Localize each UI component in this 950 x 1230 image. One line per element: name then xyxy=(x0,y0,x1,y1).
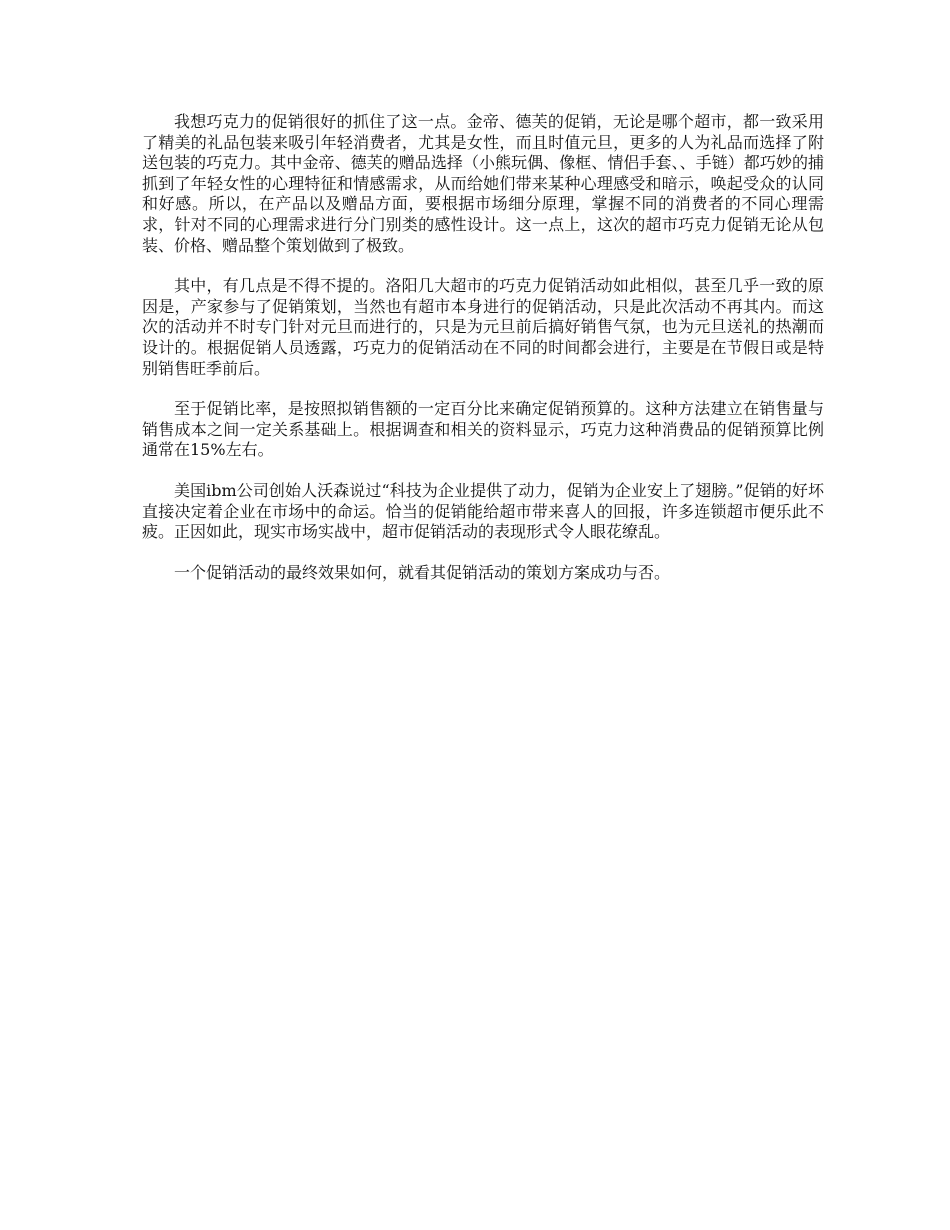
paragraph-3: 至于促销比率，是按照拟销售额的一定百分比来确定促销预算的。这种方法建立在销售量与销售成本之间一定关系基础上。根据调查和相关的资料显示，巧克力这种消费品的促销预算比例通常在15%左右。 xyxy=(142,399,824,460)
document-body xyxy=(142,112,824,603)
paragraph-5: 一个促销活动的最终效果如何，就看其促销活动的策划方案成功与否。 xyxy=(174,562,671,582)
paragraph-1: 我想巧克力的促销很好的抓住了这一点。金帝、德芙的促销，无论是哪个超市，都一致采用了精美的礼品包装来吸引年轻消费者，尤其是女性，而且时值元旦，更多的人为礼品而选择了附送包装的巧克力。其中金帝、德芙的赠品选择（小熊玩偶、像框、情侣手套、、手链）都巧妙的捕抓到了年轻女性的心理特征和情感需求，从而给她们带来某种心理感受和暗示，唤起受众的认同和好感。所以，在产品以及赠品方面，要根据市场细分原理，掌握不同的消费者的不同心理需求，针对不同的心理需求进行分门别类的感性设计。这一点上，这次的超市巧克力促销无论从包装、价格、赠品整个策划做到了极致。 xyxy=(142,112,824,255)
paragraph-4: 美国ibm公司创始人沃森说过“科技为企业提供了动力，促销为企业安上了翅膀。”促销的好坏直接决定着企业在市场中的命运。恰当的促销能给超市带来喜人的回报，许多连锁超市便乐此不疲。正因如此，现实市场实战中，超市促销活动的表现形式令人眼花缭乱。 xyxy=(142,480,824,542)
paragraph-2: 其中，有几点是不得不提的。洛阳几大超市的巧克力促销活动如此相似，甚至几乎一致的原因是，产家参与了促销策划，当然也有超市本身进行的促销活动，只是此次活动不再其内。而这次的活动并不时专门针对元旦而进行的，只是为元旦前后搞好销售气氛，也为元旦送礼的热潮而设计的。根据促销人员透露，巧克力的促销活动在不同的时间都会进行，主要是在节假日或是特别销售旺季前后。 xyxy=(142,276,824,378)
